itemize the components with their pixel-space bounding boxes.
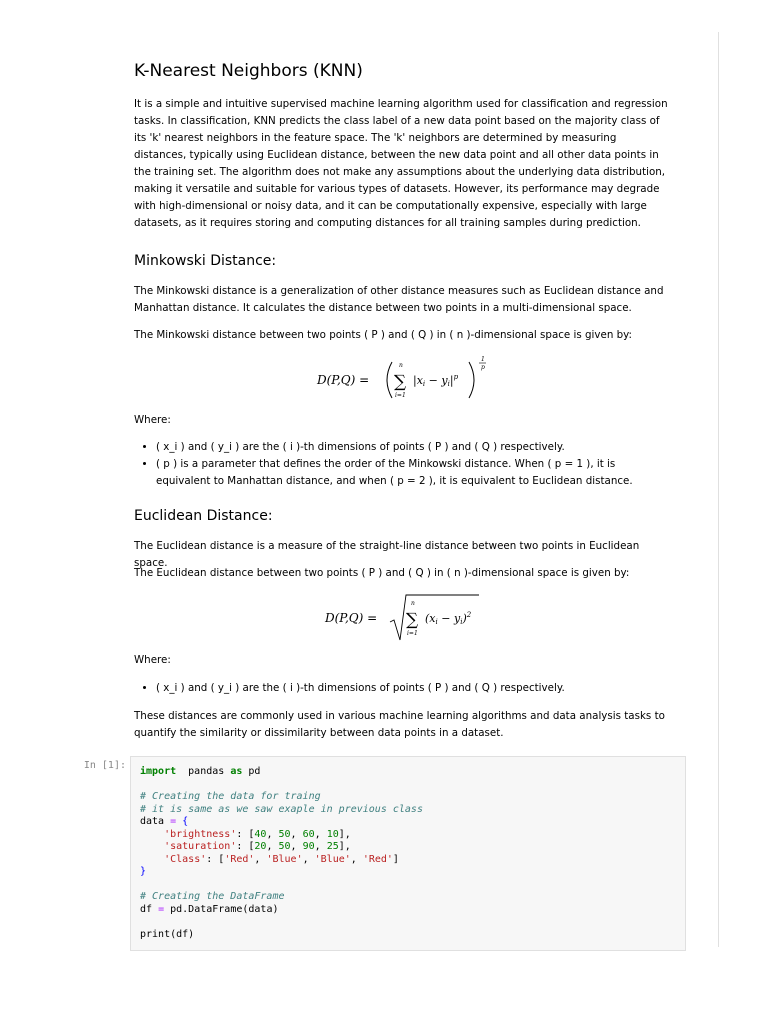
code-token: 'saturation' (164, 841, 237, 852)
code-token: # Creating the data for traing (140, 791, 321, 802)
minkowski-description: The Minkowski distance is a generalization of other distance measures such as Euclidean distance and Manhattan distance. It calculates the distance between two points in a multi-dimensional space. (134, 285, 664, 314)
code-token: 'Blue' (266, 853, 303, 865)
sum-upper: n (411, 600, 415, 607)
sum-lower: i=1 (395, 392, 406, 399)
code-line (140, 854, 399, 865)
code-token: , (254, 853, 267, 865)
euclidean-formula-intro: The Euclidean distance between two points ( P ) and ( Q ) in ( n )-dimensional space is given by: (134, 567, 630, 579)
code-token: pd.DataFrame(data) (164, 903, 279, 915)
closing-paragraph: These distances are commonly used in various machine learning algorithms and data analysis tasks to quantify the similarity or dissimilarity between data points in a dataset. (134, 710, 665, 739)
code-token: = (170, 816, 177, 827)
code-token: data (140, 816, 171, 827)
code-token: 'Red' (362, 853, 393, 865)
code-token: , (302, 853, 315, 865)
code-token: 'brightness' (164, 828, 237, 840)
code-token: , (266, 828, 279, 840)
list-item: • ( x_i ) and ( y_i ) are the ( i )-th dimensions of points ( P ) and ( Q ) respectively. (156, 680, 670, 697)
code-token: import (140, 766, 177, 777)
code-token: 'Red' (224, 853, 255, 865)
minkowski-bullets (134, 439, 670, 490)
code-token: , (314, 828, 327, 840)
euclid-term: (xi − yi)$^2$ (425, 611, 472, 626)
code-token: , (290, 828, 303, 840)
minkowski-heading: Minkowski Distance: (134, 253, 277, 269)
code-token: , (266, 841, 279, 852)
code-token: 50 (278, 841, 291, 852)
code-token (140, 829, 164, 840)
code-token: pandas (176, 766, 231, 777)
outer-exp-num: 1 (481, 356, 485, 363)
code-token: 25 (326, 841, 339, 852)
euclidean-where: Where: (134, 654, 171, 666)
code-line (140, 891, 285, 902)
code-line (140, 929, 194, 940)
eq-lhs: D(P,Q) = (325, 611, 378, 625)
minkowski-equation (134, 350, 670, 406)
code-line (140, 904, 278, 915)
code-line (140, 866, 146, 877)
sigma-symbol: ∑ (394, 372, 407, 392)
input-prompt: In [1]: (83, 760, 126, 771)
code-line (140, 804, 423, 815)
code-line (140, 766, 260, 777)
euclidean-heading: Euclidean Distance: (134, 508, 273, 524)
code-line (140, 829, 351, 840)
code-token: , (314, 841, 327, 852)
term-x: $|xi - yi|^p$ (413, 373, 459, 388)
code-token: 50 (278, 828, 291, 840)
sum-upper: n (399, 362, 403, 369)
code-token: } (140, 866, 147, 877)
code-line (140, 841, 351, 852)
code-token: # Creating the DataFrame (140, 891, 285, 902)
outer-exp-den: p (481, 364, 485, 371)
code-token: { (182, 816, 189, 827)
code-token: ] (392, 853, 399, 865)
code-token (140, 841, 164, 852)
code-cell[interactable] (130, 756, 686, 951)
code-token: : [ (206, 853, 225, 865)
code-token: 10 (326, 828, 339, 840)
code-token: ], (338, 828, 351, 840)
code-token: 'Class' (164, 853, 207, 865)
code-token: : [ (236, 841, 255, 852)
code-token: 60 (302, 828, 315, 840)
euclidean-bullets (134, 680, 670, 697)
left-paren (387, 362, 392, 398)
code-token: = (158, 903, 165, 915)
sum-lower: i=1 (407, 630, 418, 637)
right-paren (469, 362, 474, 398)
code-token: print(df) (140, 928, 195, 940)
euclidean-description: The Euclidean distance is a measure of the straight-line distance between two points in Euclidean space. (134, 540, 640, 569)
code-token (140, 854, 164, 865)
code-token: 'Blue' (314, 853, 351, 865)
code-token: ], (338, 841, 351, 852)
intro-paragraph: It is a simple and intuitive supervised machine learning algorithm used for classification and regression tasks. In classification, KNN predicts the class label of a new data point based on the majority class of its 'k' nearest neighbors in the feature space. The 'k' neighbors are determined by measuring distances, typically using Euclidean distance, between the new data point and all other data points in the training set. The algorithm does not make any assumptions about the underlying data distribution, making it versatile and suitable for various types of datasets. However, its performance may degrade with high-dimensional or noisy data, and it can be computationally expensive, especially with large datasets, as it requires storing and computing distances for all training samples during prediction. (134, 98, 668, 229)
code-token: # it is same as we saw exaple in previous class (140, 803, 423, 815)
code-token: 40 (254, 828, 267, 840)
euclidean-equation-graphic (134, 590, 670, 646)
code-line (140, 791, 321, 802)
code-token: 90 (302, 841, 315, 852)
list-item: • ( p ) is a parameter that defines the order of the Minkowski distance. When ( p = 1 ), it is equivalent to Manhattan distance, and when ( p = 2 ), it is equivalent to Euclidean distance. (156, 456, 670, 490)
code-token: 20 (254, 841, 267, 852)
euclidean-equation (134, 590, 670, 646)
code-line (140, 816, 188, 827)
eq-lhs: D(P,Q) = (317, 373, 370, 387)
code-token: , (350, 853, 363, 865)
code-token: , (290, 841, 303, 852)
minkowski-equation-graphic (134, 350, 670, 406)
sigma-symbol: ∑ (406, 610, 419, 630)
code-token: : [ (236, 828, 255, 840)
code-editor[interactable] (140, 766, 423, 941)
list-item: • ( x_i ) and ( y_i ) are the ( i )-th dimensions of points ( P ) and ( Q ) respectively. (156, 439, 670, 456)
code-token: pd (242, 766, 261, 777)
minkowski-where: Where: (134, 414, 171, 426)
code-token: as (230, 766, 243, 777)
code-token: df (140, 903, 159, 915)
minkowski-formula-intro: The Minkowski distance between two points ( P ) and ( Q ) in ( n )-dimensional space is given by: (134, 329, 632, 341)
page-title: K-Nearest Neighbors (KNN) (134, 61, 363, 81)
scroll-divider (718, 32, 719, 947)
